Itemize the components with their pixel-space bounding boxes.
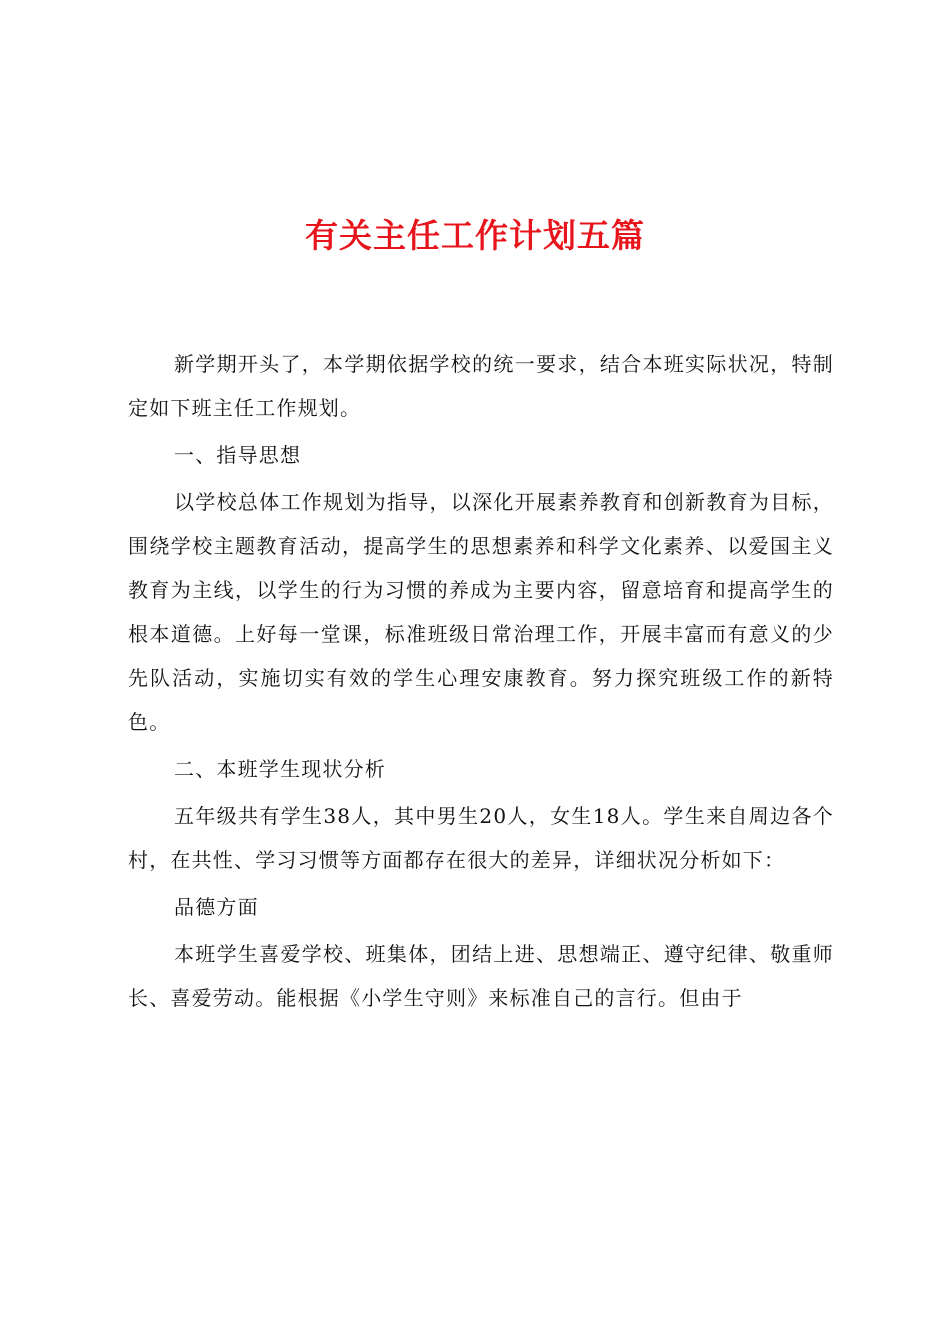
document-title: 有关主任工作计划五篇	[305, 216, 645, 255]
section-heading-class-status: 二、本班学生现状分析	[174, 757, 386, 781]
paragraph-guiding-thought: 以学校总体工作规划为指导，以深化开展素养教育和创新教育为目标，围绕学校主题教育活动，提高学生的思想素养和科学文化素养、以爱国主义教育为主线，以学生的行为习惯的养成为主要内容，留意培育和提高学生的根本道德。上好每一堂课，标准班级日常治理工作，开展丰富而有意义的少先队活动，实施切实有效的学生心理安康教育。努力探究班级工作的新特色。	[128, 490, 834, 734]
paragraph-intro: 新学期开头了，本学期依据学校的统一要求，结合本班实际状况，特制定如下班主任工作规划。	[128, 352, 834, 420]
document-body	[128, 342, 834, 1020]
paragraph-class-status: 五年级共有学生38人，其中男生20人，女生18人。学生来自周边各个村，在共性、学习习惯等方面都存在很大的差异，详细状况分析如下：	[128, 804, 834, 872]
paragraph-morality: 本班学生喜爱学校、班集体，团结上进、思想端正、遵守纪律、敬重师长、喜爱劳动。能根据《小学生守则》来标准自己的言行。但由于	[128, 942, 834, 1010]
section-heading-guiding-thought: 一、指导思想	[174, 443, 302, 467]
section-heading-morality: 品德方面	[174, 895, 259, 919]
